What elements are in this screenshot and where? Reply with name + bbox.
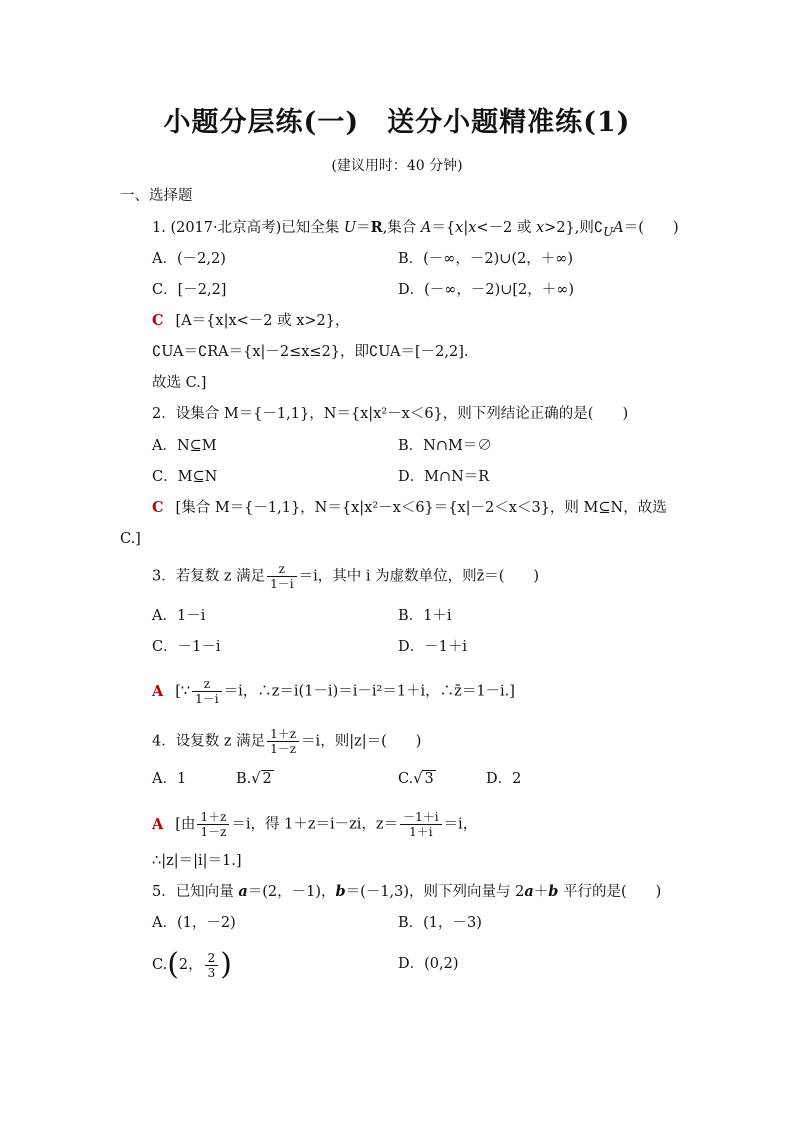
- q1-solution-line3: 故选 C.]: [152, 375, 207, 391]
- q4-option-a: A．1: [152, 771, 187, 787]
- q4-solution-line2: ∴|z|＝|i|＝1.]: [152, 853, 242, 869]
- q4-option-b: B.√ 2: [236, 771, 272, 787]
- q3-option-a: A．1－i: [152, 608, 206, 624]
- q1-option-b: B．(－∞，－2)∪(2，＋∞): [398, 251, 574, 267]
- q2-stem: 2．设集合 M＝{－1,1}，N＝{x|x²－x＜6}，则下列结论正确的是( ): [152, 406, 629, 422]
- q4-fraction: $\frac{1+z}{1-z}$: [267, 727, 299, 756]
- q1-option-a: A．(－2,2): [152, 251, 226, 267]
- section-heading: 一、选择题: [120, 188, 193, 204]
- q1-solution-line2: ∁UA＝∁RA＝{x|－2≤x≤2}，即∁UA＝[－2,2].: [152, 344, 469, 360]
- q2-option-b: B．N∩M＝∅: [398, 438, 492, 454]
- q3-solution-fraction: $\frac{z}{1-i}$: [192, 677, 221, 706]
- q4-solution-line1: A [由 $\frac{1+z}{1-z}$ ＝i，得 1＋z＝i－zi，z＝ $\frac{-1+i}{1+i}$ ＝i，: [152, 810, 478, 839]
- q1-solution-line1: C [A＝{x|x<－2 或 x>2}，: [152, 312, 350, 329]
- q4-option-d: D．2: [486, 771, 522, 787]
- q5-option-d: D．(0,2): [398, 956, 459, 972]
- sqrt-sign: √ 3: [413, 771, 434, 787]
- q4-option-c: C.√ 3: [398, 771, 434, 787]
- sqrt-sign: √ 2: [251, 771, 272, 787]
- page-title: 小题分层练(一) 送分小题精准练(1): [163, 107, 631, 138]
- q3-stem: 3．若复数 z 满足 $\frac{z}{1-i}$ ＝i，其中 i 为虚数单位，则z̄＝( ): [152, 562, 540, 591]
- q3-solution: A [∵ $\frac{z}{1-i}$ ＝i，∴z＝i(1－i)＝i－i²＝1＋i，∴z̄＝1－i.]: [152, 677, 515, 706]
- q3-fraction: $\frac{z}{1-i}$: [267, 562, 296, 591]
- q5-option-a: A．(1，－2): [152, 915, 236, 931]
- q2-option-a: A．N⊆M: [152, 438, 217, 454]
- q2-answer: C: [152, 499, 164, 516]
- q1-option-c: C．[－2,2]: [152, 282, 227, 298]
- q1-option-d: D．(－∞，－2)∪[2，＋∞): [398, 282, 575, 298]
- page-subtitle: (建议用时：40 分钟): [331, 158, 463, 174]
- q3-option-c: C．－1－i: [152, 639, 221, 655]
- q3-option-b: B．1＋i: [398, 608, 452, 624]
- q1-stem: 1. (2017·北京高考)已知全集 U＝R,集合 A＝{x|x<－2 或 x>2},则$∁_UA=$( ): [152, 219, 679, 239]
- q5-option-b: B．(1，－3): [398, 915, 482, 931]
- q1-answer: C: [152, 312, 164, 329]
- q5-stem: 5．已知向量 a＝(2，－1)，b＝(－1,3)，则下列向量与 2a＋b 平行的是( ): [152, 883, 662, 900]
- q2-option-d: D．M∩N＝R: [398, 469, 490, 485]
- q3-option-d: D．－1＋i: [398, 639, 467, 655]
- q4-answer: A: [152, 815, 164, 833]
- q5-option-c: C.(2， $\frac{2}{3}$ ): [152, 947, 232, 982]
- q4-solution-fraction-2: $\frac{-1+i}{1+i}$: [400, 810, 441, 839]
- q2-option-c: C．M⊆N: [152, 469, 218, 485]
- q4-solution-fraction-1: $\frac{1+z}{1-z}$: [197, 810, 229, 839]
- q5-option-c-fraction: $\frac{2}{3}$: [205, 951, 219, 980]
- q2-solution-line1: C [集合 M＝{－1,1}，N＝{x|x²－x＜6}＝{x|－2＜x＜3}，则 M⊆N，故选: [152, 499, 667, 516]
- q2-solution-line2: C.]: [120, 531, 141, 547]
- q4-stem: 4．设复数 z 满足 $\frac{1+z}{1-z}$ ＝i，则|z|＝( ): [152, 727, 422, 756]
- q3-answer: A: [152, 682, 164, 700]
